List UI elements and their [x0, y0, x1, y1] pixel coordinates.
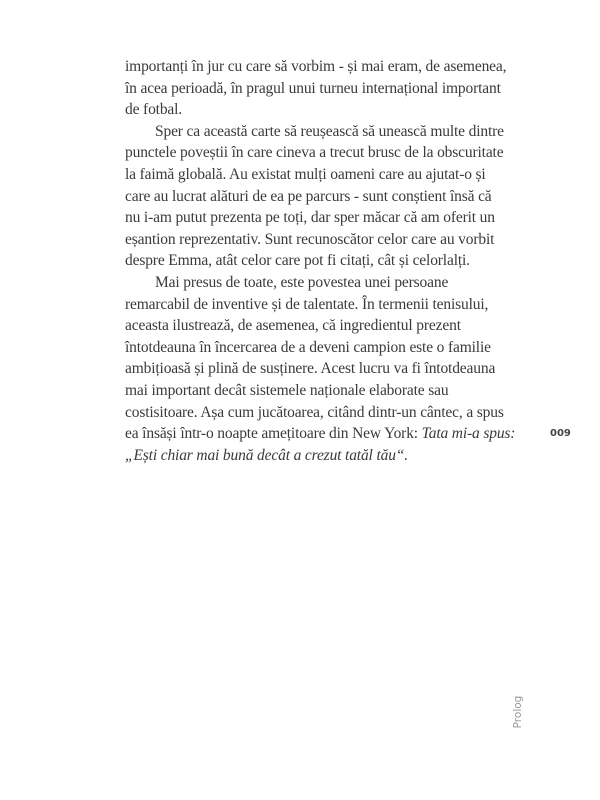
- body-text: [125, 56, 530, 466]
- text-line: Sper ca această carte să reușească să unească multe dintre: [155, 122, 504, 140]
- text-line: întotdeauna în încercarea de a deveni campion este o familie: [125, 338, 491, 356]
- quote-intro: Tata mi-a spus:: [421, 425, 516, 443]
- page-number: 009: [550, 428, 571, 439]
- text-line: mai important decât sistemele naționale elaborate sau: [125, 381, 449, 399]
- text-line: nu i-am putut prezenta pe toți, dar sper măcar că am oferit un: [125, 209, 495, 227]
- text-line: eșantion reprezentativ. Sunt recunoscător celor care au vorbit: [125, 230, 495, 248]
- text-line: la faimă globală. Au existat mulți oameni care au ajutat-o și: [125, 165, 486, 183]
- quote-line: „Ești chiar mai bună decât a crezut tatăl tău“.: [125, 446, 408, 464]
- text-line: de fotbal.: [125, 101, 183, 119]
- text-span: ea însăși într-o noapte amețitoare din New York:: [125, 425, 422, 443]
- text-line: remarcabil de inventive și de talentate. În termenii tenisului,: [125, 295, 489, 313]
- text-line: [125, 423, 530, 445]
- text-line: ambițioasă și plină de susținere. Acest lucru va fi întotdeauna: [125, 360, 496, 378]
- text-line: punctele poveștii în care cineva a trecut brusc de la obscuritate: [125, 144, 504, 162]
- text-line: care au lucrat alături de ea pe parcurs - sunt conștient însă că: [125, 187, 492, 205]
- text-line: Mai presus de toate, este povestea unei persoane: [155, 273, 449, 291]
- text-line: aceasta ilustrează, de asemenea, că ingredientul prezent: [125, 317, 461, 335]
- text-line: importanți în jur cu care să vorbim - și mai eram, de asemenea,: [125, 58, 507, 75]
- running-head: Prolog: [512, 695, 524, 729]
- text-line: costisitoare. Așa cum jucătoarea, citând dintr-un cântec, a spus: [125, 403, 504, 421]
- text-line: despre Emma, atât celor care pot fi citați, cât și celorlalți.: [125, 252, 470, 270]
- text-line: în acea perioadă, în pragul unui turneu internațional important: [125, 79, 501, 97]
